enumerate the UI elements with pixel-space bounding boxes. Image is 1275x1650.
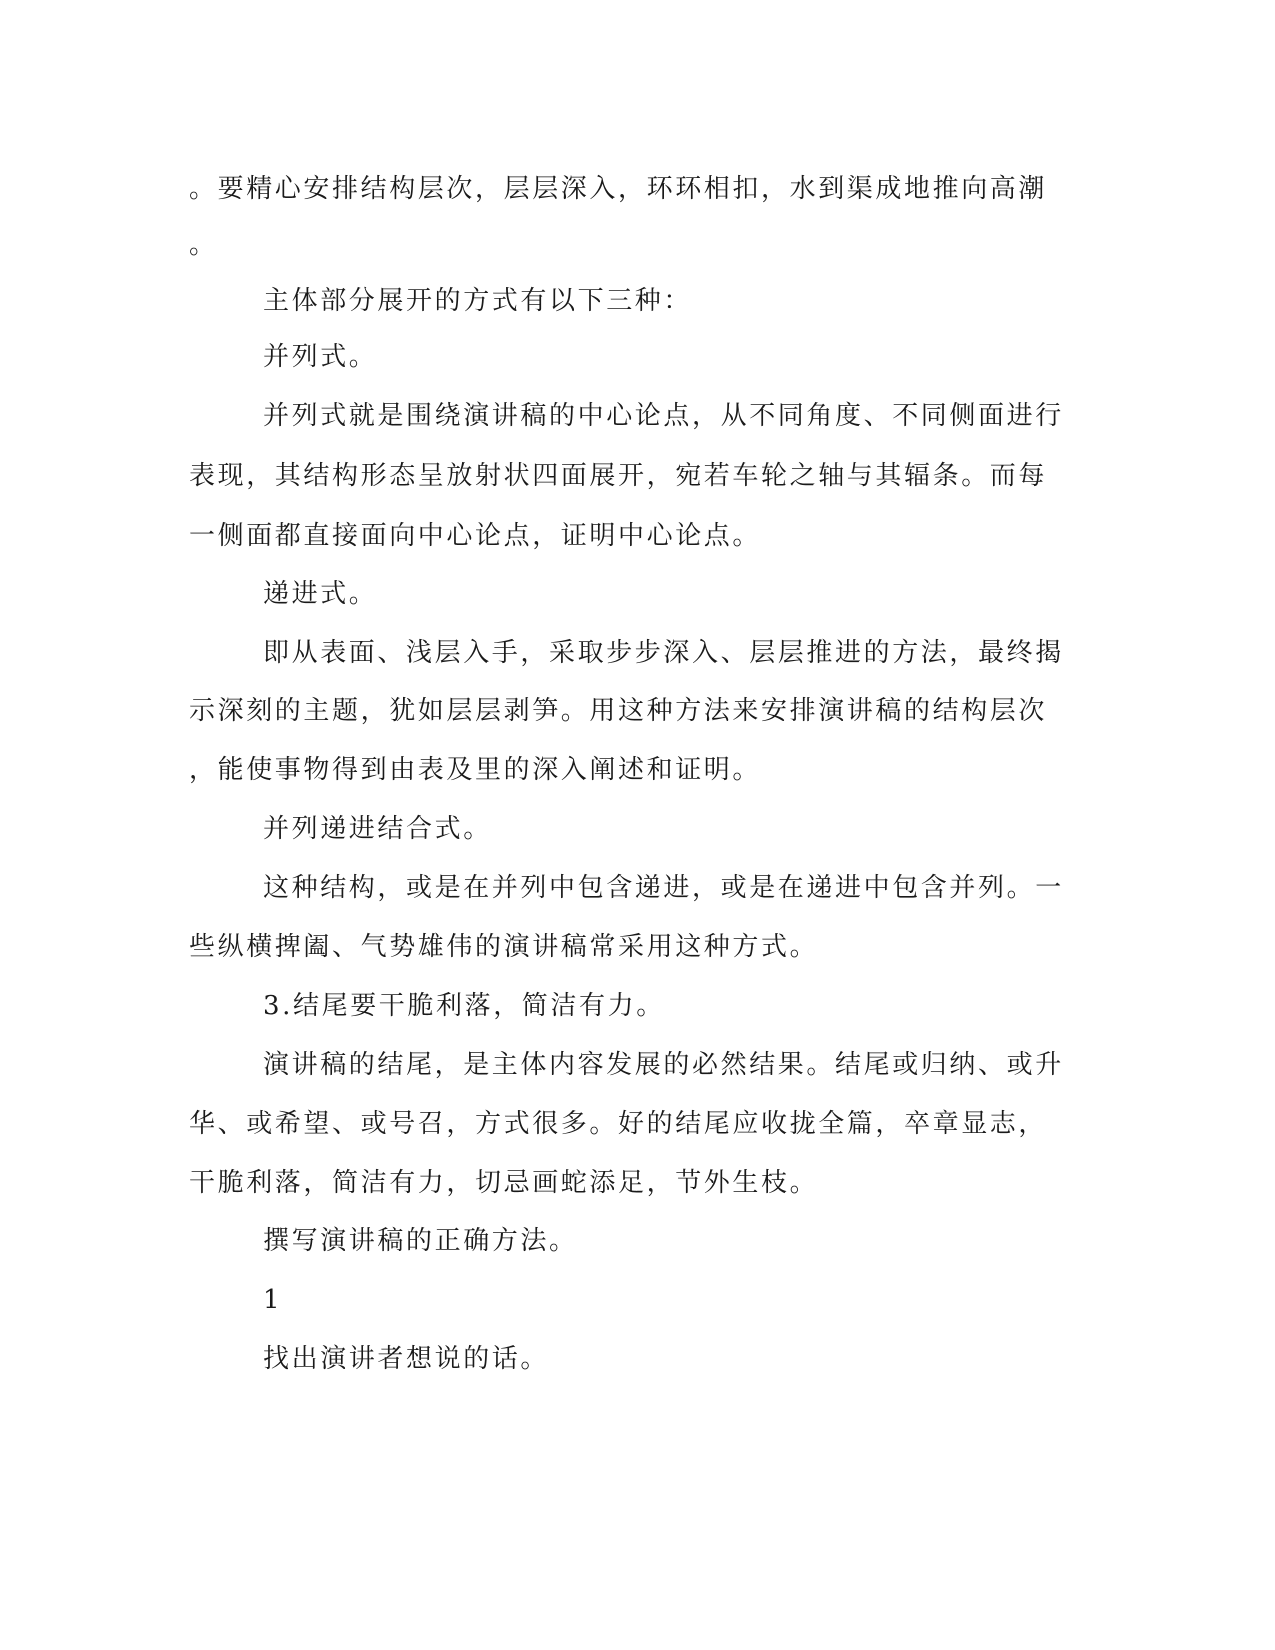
paragraph-line: 即从表面、浅层入手，采取步步深入、层层推进的方法，最终揭 — [263, 638, 1064, 668]
section-heading: 3.结尾要干脆利落，简洁有力。 — [263, 991, 665, 1021]
paragraph-line: 并列式就是围绕演讲稿的中心论点，从不同角度、不同侧面进行 — [263, 401, 1064, 431]
paragraph-line: 干脆利落，简洁有力，切忌画蛇添足，节外生枝。 — [189, 1168, 819, 1198]
section-heading: 并列递进结合式。 — [263, 814, 492, 844]
paragraph-line: 主体部分展开的方式有以下三种： — [263, 286, 693, 316]
paragraph-line: 些纵横捭阖、气势雄伟的演讲稿常采用这种方式。 — [189, 932, 819, 962]
paragraph-line: 一侧面都直接面向中心论点，证明中心论点。 — [189, 521, 762, 551]
paragraph-line: 这种结构，或是在并列中包含递进，或是在递进中包含并列。一 — [263, 873, 1064, 903]
paragraph-line: 华、或希望、或号召，方式很多。好的结尾应收拢全篇，卒章显志， — [189, 1109, 1048, 1139]
paragraph-line: 示深刻的主题，犹如层层剥笋。用这种方法来安排演讲稿的结构层次 — [189, 696, 1048, 726]
paragraph-line: 演讲稿的结尾，是主体内容发展的必然结果。结尾或归纳、或升 — [263, 1050, 1064, 1080]
paragraph-line: 表现，其结构形态呈放射状四面展开，宛若车轮之轴与其辐条。而每 — [189, 461, 1048, 491]
paragraph-line: 找出演讲者想说的话。 — [263, 1344, 550, 1374]
section-heading: 并列式。 — [263, 342, 378, 372]
paragraph-line: 。要精心安排结构层次，层层深入，环环相扣，水到渠成地推向高潮 — [189, 174, 1048, 204]
paragraph-line: ，能使事物得到由表及里的深入阐述和证明。 — [189, 755, 762, 785]
section-heading: 撰写演讲稿的正确方法。 — [263, 1226, 578, 1256]
paragraph-line: 。 — [189, 230, 218, 260]
list-number: 1 — [263, 1285, 283, 1315]
section-heading: 递进式。 — [263, 579, 378, 609]
